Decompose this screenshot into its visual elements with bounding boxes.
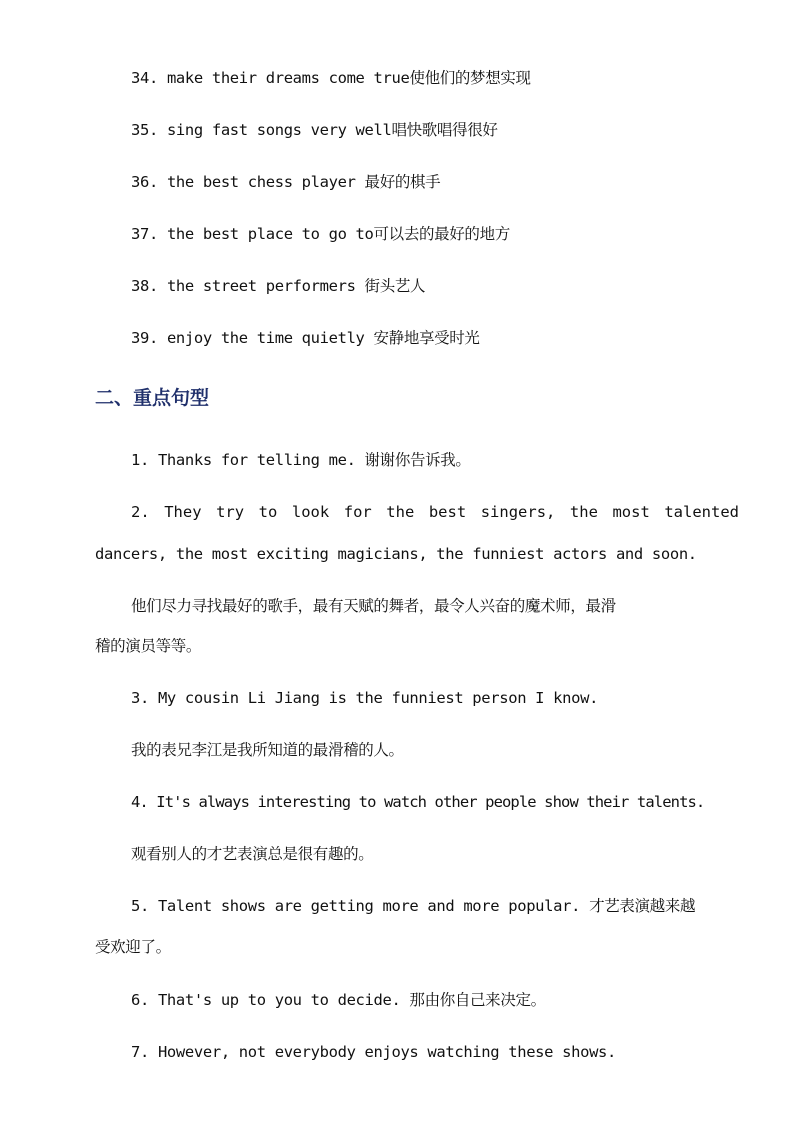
vocab-item-39 — [131, 328, 480, 348]
vocab-number: 36. — [131, 173, 158, 191]
vocab-item-37 — [131, 224, 510, 244]
vocab-item-36 — [131, 172, 440, 192]
sentence-2-line-2: dancers, the most exciting magicians, the funniest actors and soon. — [95, 545, 697, 563]
section-heading: 二、重点句型 — [95, 387, 210, 409]
vocab-english: the street performers — [166, 277, 356, 295]
vocab-item-38 — [131, 276, 425, 296]
sentence-2-translation-line-2: 稽的演员等等。 — [95, 637, 202, 655]
sentence-3-english: 3. My cousin Li Jiang is the funniest person I know. — [131, 689, 599, 707]
vocab-chinese: 街头艺人 — [364, 277, 426, 295]
sentence-2-line-1: 2. They try to look for the best singers, the most talented — [131, 503, 739, 521]
vocab-english: enjoy the time quietly — [166, 329, 365, 347]
sentence-2-translation-line-1: 他们尽力寻找最好的歌手，最有天赋的舞者，最令人兴奋的魔术师，最滑 — [131, 597, 616, 615]
sentence-4-translation: 观看别人的才艺表演总是很有趣的。 — [131, 845, 374, 863]
sentence-1: 1. Thanks for telling me. 谢谢你告诉我。 — [131, 451, 471, 469]
sentence-3-translation: 我的表兄李江是我所知道的最滑稽的人。 — [131, 741, 404, 759]
sentence-5-line-2: 受欢迎了。 — [95, 938, 171, 956]
vocab-english: the best chess player — [166, 173, 356, 191]
sentence-7: 7. However, not everybody enjoys watching these shows. — [131, 1043, 617, 1061]
vocab-number: 39. — [131, 329, 158, 347]
vocab-chinese: 使他们的梦想实现 — [409, 69, 531, 87]
vocab-number: 34. — [131, 69, 158, 87]
vocab-english: make their dreams come true — [166, 69, 410, 87]
vocab-english: sing fast songs very well — [166, 121, 392, 139]
vocab-chinese: 安静地享受时光 — [373, 329, 480, 347]
vocab-item-34 — [131, 68, 531, 88]
vocab-chinese: 最好的棋手 — [364, 173, 441, 191]
vocab-english: the best place to go to — [166, 225, 374, 243]
vocab-chinese: 唱快歌唱得很好 — [391, 121, 498, 139]
vocab-number: 35. — [131, 121, 158, 139]
sentence-5-line-1: 5. Talent shows are getting more and more popular. 才艺表演越来越 — [131, 897, 696, 915]
vocab-number: 38. — [131, 277, 158, 295]
vocab-item-35 — [131, 120, 498, 140]
sentence-4-english: 4. It's always interesting to watch other people show their talents. — [131, 793, 705, 811]
sentence-6: 6. That's up to you to decide. 那由你自己来决定。 — [131, 991, 546, 1009]
vocab-chinese: 可以去的最好的地方 — [373, 225, 510, 243]
vocab-number: 37. — [131, 225, 158, 243]
